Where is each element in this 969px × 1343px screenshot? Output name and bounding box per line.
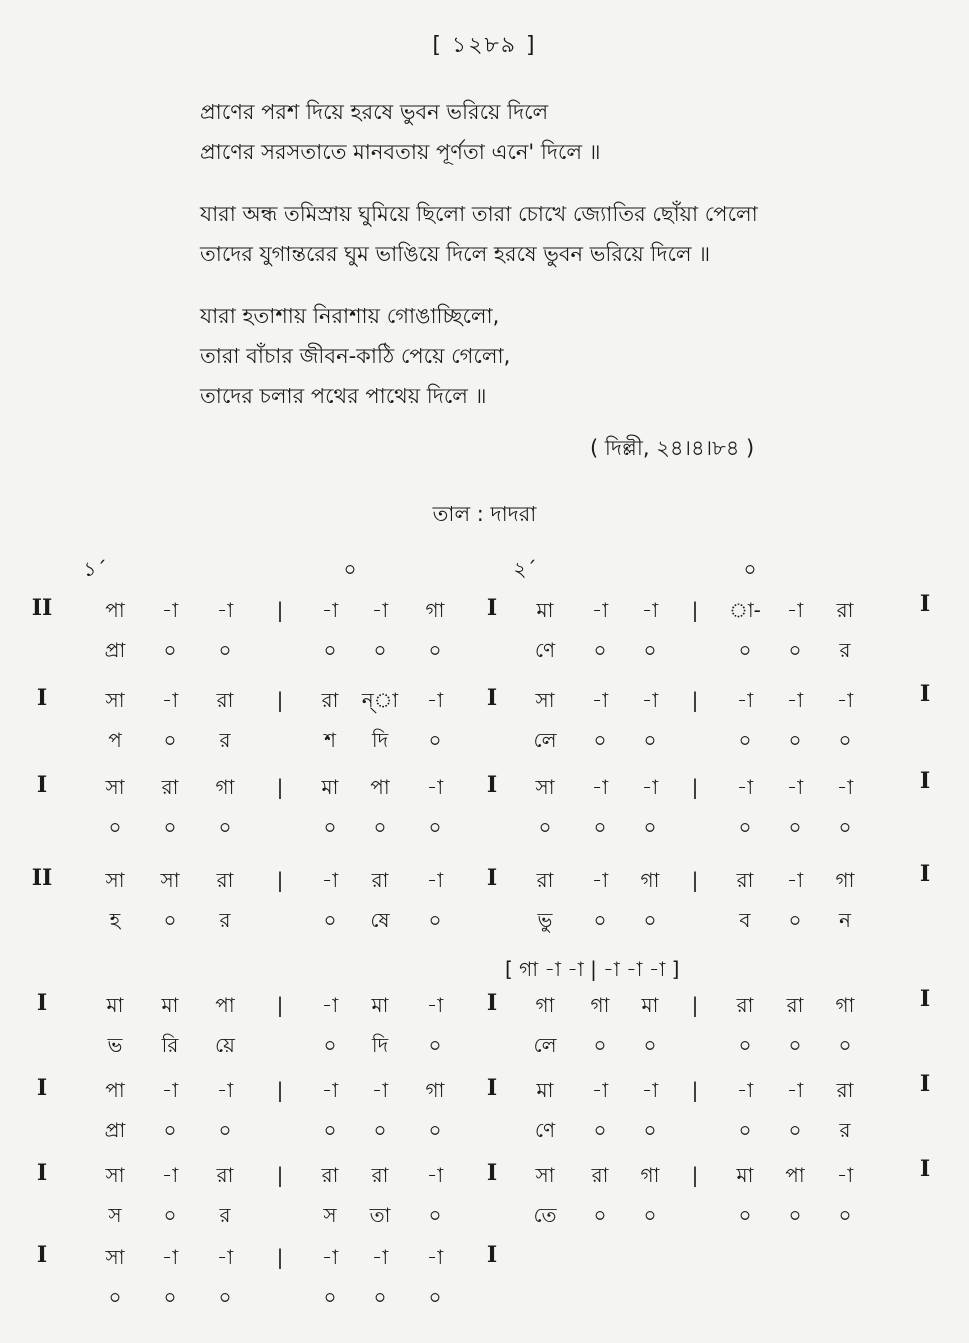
swara-note: সা — [535, 775, 555, 799]
lyric-syllable: শ — [324, 728, 336, 752]
swara-note: -া — [321, 993, 339, 1017]
lyric-syllable: ০ — [323, 1033, 337, 1057]
swara-note: -া — [426, 1245, 444, 1269]
swara-note: -া — [216, 1078, 234, 1102]
swara-note: -া — [786, 868, 804, 892]
lyric-syllable: প্রা — [104, 1118, 126, 1142]
bar-line-start: II — [31, 595, 53, 621]
lyric-syllable: র — [219, 1203, 231, 1227]
beat-mark: ০ — [743, 557, 757, 581]
lyric-syllable: ০ — [323, 638, 337, 662]
swara-note: -া — [786, 598, 804, 622]
lyric-syllable: ০ — [108, 1285, 122, 1309]
swara-note: -া — [591, 688, 609, 712]
lyric-syllable: ০ — [788, 908, 802, 932]
lyric-syllable: তে — [533, 1203, 557, 1227]
swara-note: মা — [161, 993, 179, 1017]
beat-divider: | — [276, 688, 284, 712]
lyric-syllable: ০ — [163, 815, 177, 839]
lyric-syllable: ০ — [643, 1033, 657, 1057]
lyric-syllable: ০ — [428, 815, 442, 839]
swara-note: রা — [321, 688, 339, 712]
beat-divider: | — [691, 598, 699, 622]
bar-line-end: I — [919, 986, 931, 1012]
swara-note: রা — [216, 688, 234, 712]
lyric-line: প্রাণের সরসতাতে মানবতায় পূর্ণতা এনে' দিলে ॥ — [200, 140, 601, 164]
lyric-syllable: ০ — [643, 1118, 657, 1142]
swara-note: পা — [370, 775, 390, 799]
lyric-syllable: ০ — [838, 1203, 852, 1227]
beat-divider: | — [691, 993, 699, 1017]
lyric-line: তাদের চলার পথের পাথেয় দিলে ॥ — [200, 384, 487, 408]
lyric-syllable: র — [219, 728, 231, 752]
lyric-syllable: র — [839, 638, 851, 662]
lyric-syllable: ০ — [838, 815, 852, 839]
lyric-syllable: ষে — [370, 908, 390, 932]
bar-line-start: I — [36, 772, 48, 798]
swara-note: গা — [640, 868, 660, 892]
lyric-syllable: লে — [533, 728, 557, 752]
swara-note: -া — [836, 775, 854, 799]
lyric-syllable: ০ — [643, 1203, 657, 1227]
swara-note: মা — [371, 993, 389, 1017]
lyric-syllable: ব — [739, 908, 751, 932]
swara-note: সা — [105, 688, 125, 712]
lyric-syllable: দি — [371, 728, 389, 752]
lyric-syllable: ০ — [323, 908, 337, 932]
swara-note: -া — [216, 1245, 234, 1269]
lyric-syllable: ০ — [788, 1203, 802, 1227]
swara-note: -া — [591, 1078, 609, 1102]
lyric-syllable: ০ — [738, 1118, 752, 1142]
beat-divider: | — [691, 688, 699, 712]
swara-note: রা — [736, 993, 754, 1017]
lyric-syllable: ০ — [428, 638, 442, 662]
swara-note: -া — [591, 775, 609, 799]
lyric-syllable: ০ — [788, 1033, 802, 1057]
swara-note: -া — [161, 1163, 179, 1187]
lyric-syllable: র — [219, 908, 231, 932]
swara-note: গা — [640, 1163, 660, 1187]
lyric-syllable: ০ — [593, 1118, 607, 1142]
swara-note: রা — [736, 868, 754, 892]
swara-note: -া — [426, 688, 444, 712]
lyric-syllable: ০ — [323, 815, 337, 839]
swara-note: সা — [160, 868, 180, 892]
swara-note: সা — [105, 1163, 125, 1187]
swara-note: -া — [736, 1078, 754, 1102]
swara-note: রা — [836, 598, 854, 622]
lyric-syllable: ০ — [373, 1118, 387, 1142]
swara-note: সা — [105, 1245, 125, 1269]
swara-note: -া — [426, 1163, 444, 1187]
lyric-syllable: ভু — [537, 908, 553, 932]
swara-note: রা — [321, 1163, 339, 1187]
swara-note: -া — [641, 688, 659, 712]
swara-note: সা — [105, 775, 125, 799]
beat-divider: | — [276, 1245, 284, 1269]
swara-note: -া — [591, 868, 609, 892]
lyric-syllable: ণে — [534, 1118, 556, 1142]
lyric-line: যারা অন্ধ তমিস্রায় ঘুমিয়ে ছিলো তারা চোখে জ্যোতির ছোঁয়া পেলো — [200, 202, 758, 226]
lyric-syllable: রি — [161, 1033, 179, 1057]
lyric-syllable: ০ — [538, 815, 552, 839]
bar-line-start: I — [36, 1242, 48, 1268]
lyric-syllable: স — [108, 1203, 122, 1227]
lyric-syllable: ০ — [738, 1203, 752, 1227]
bar-line-mid: I — [486, 772, 498, 798]
lyric-syllable: ০ — [428, 908, 442, 932]
bar-line-mid: I — [486, 1160, 498, 1186]
lyric-syllable: হ — [109, 908, 121, 932]
lyric-syllable: ভ — [107, 1033, 123, 1057]
lyric-syllable: ০ — [738, 1033, 752, 1057]
lyric-syllable: লে — [533, 1033, 557, 1057]
swara-note: রা — [161, 775, 179, 799]
swara-note: পা — [105, 1078, 125, 1102]
lyric-syllable: ০ — [428, 1285, 442, 1309]
lyric-syllable: ০ — [373, 638, 387, 662]
lyric-syllable: ০ — [163, 1285, 177, 1309]
lyric-syllable: ০ — [163, 728, 177, 752]
lyric-syllable: ণে — [534, 638, 556, 662]
swara-note: -া — [736, 775, 754, 799]
bar-line-start: I — [36, 1160, 48, 1186]
bar-line-mid: I — [486, 865, 498, 891]
swara-note: রা — [371, 868, 389, 892]
lyric-syllable: তা — [369, 1203, 391, 1227]
swara-note: -া — [591, 598, 609, 622]
swara-note: -া — [736, 688, 754, 712]
bar-line-start: I — [36, 1075, 48, 1101]
swara-note: সা — [535, 1163, 555, 1187]
swara-note: পা — [105, 598, 125, 622]
lyric-line: তাদের যুগান্তরের ঘুম ভাঙিয়ে দিলে হরষে ভুবন ভরিয়ে দিলে ॥ — [200, 242, 711, 266]
lyric-syllable: ০ — [643, 908, 657, 932]
bar-line-end: I — [919, 591, 931, 617]
bar-line-end: I — [919, 681, 931, 707]
swara-note: রা — [371, 1163, 389, 1187]
swara-note: -া — [161, 1078, 179, 1102]
lyric-syllable: স — [323, 1203, 337, 1227]
bar-line-mid: I — [486, 595, 498, 621]
swara-note: মা — [536, 598, 554, 622]
swara-note: গা — [215, 775, 235, 799]
lyric-syllable: ০ — [373, 815, 387, 839]
lyric-syllable: ০ — [218, 815, 232, 839]
swara-note: -া — [371, 1245, 389, 1269]
swara-note: মা — [321, 775, 339, 799]
swara-note: -া — [216, 598, 234, 622]
swara-note: রা — [216, 868, 234, 892]
bar-line-end: I — [919, 768, 931, 794]
swara-note: পা — [215, 993, 235, 1017]
bar-line-mid: I — [486, 1242, 498, 1268]
lyric-syllable: ০ — [738, 638, 752, 662]
lyric-syllable: ০ — [838, 728, 852, 752]
swara-note: া- — [729, 598, 761, 622]
lyric-syllable: ০ — [428, 728, 442, 752]
lyric-syllable: ০ — [643, 728, 657, 752]
swara-note: -া — [161, 598, 179, 622]
lyric-syllable: ০ — [788, 1118, 802, 1142]
beat-divider: | — [691, 868, 699, 892]
beat-mark: ০ — [343, 557, 357, 581]
swara-note: রা — [536, 868, 554, 892]
bar-line-end: I — [919, 1071, 931, 1097]
lyric-syllable: ০ — [593, 1203, 607, 1227]
swara-note: -া — [371, 1078, 389, 1102]
beat-divider: | — [276, 598, 284, 622]
lyric-syllable: য়ে — [215, 1033, 235, 1057]
lyric-syllable: ০ — [593, 728, 607, 752]
swara-note: -া — [161, 1245, 179, 1269]
swara-note: গা — [835, 868, 855, 892]
swara-note: -া — [426, 993, 444, 1017]
page-number: [ ১২৮৯ ] — [432, 33, 537, 58]
swara-note: রা — [836, 1078, 854, 1102]
beat-divider: | — [276, 775, 284, 799]
lyric-syllable: ০ — [643, 638, 657, 662]
lyric-syllable: দি — [371, 1033, 389, 1057]
lyric-syllable: ০ — [428, 1033, 442, 1057]
lyric-syllable: ০ — [428, 1203, 442, 1227]
bar-line-end: I — [919, 861, 931, 887]
swara-note: -া — [641, 1078, 659, 1102]
lyric-syllable: প্রা — [104, 638, 126, 662]
swara-note: গা — [590, 993, 610, 1017]
swara-note: -া — [321, 1078, 339, 1102]
lyric-syllable: ০ — [163, 1203, 177, 1227]
bar-line-mid: I — [486, 1075, 498, 1101]
bar-line-mid: I — [486, 685, 498, 711]
lyric-syllable: ০ — [738, 815, 752, 839]
bar-line-end: I — [919, 1156, 931, 1182]
swara-note: গা — [535, 993, 555, 1017]
lyric-syllable: ০ — [643, 815, 657, 839]
swara-note: রা — [591, 1163, 609, 1187]
lyric-syllable: ০ — [218, 1285, 232, 1309]
swara-note: সা — [105, 868, 125, 892]
lyric-syllable: ০ — [788, 815, 802, 839]
swara-note: মা — [106, 993, 124, 1017]
bar-line-mid: I — [486, 990, 498, 1016]
beat-divider: | — [276, 868, 284, 892]
lyric-line: তারা বাঁচার জীবন-কাঠি পেয়ে গেলো, — [200, 344, 511, 368]
lyric-line: প্রাণের পরশ দিয়ে হরষে ভুবন ভরিয়ে দিলে — [200, 100, 549, 124]
lyric-syllable: ০ — [593, 638, 607, 662]
lyric-syllable: ০ — [373, 1285, 387, 1309]
beat-divider: | — [691, 1078, 699, 1102]
swara-note: রা — [786, 993, 804, 1017]
bar-line-start: I — [36, 990, 48, 1016]
swara-note: ন্া — [361, 688, 399, 712]
swara-note: -া — [786, 688, 804, 712]
beat-divider: | — [276, 993, 284, 1017]
bar-line-start: I — [36, 685, 48, 711]
lyric-syllable: ০ — [838, 1033, 852, 1057]
swara-note: -া — [426, 868, 444, 892]
swara-note: সা — [535, 688, 555, 712]
lyric-syllable: ০ — [788, 638, 802, 662]
swara-note: -া — [786, 775, 804, 799]
beat-divider: | — [276, 1163, 284, 1187]
beat-mark: ২´ — [513, 557, 537, 581]
swara-note: -া — [836, 688, 854, 712]
swara-note: -া — [641, 775, 659, 799]
lyric-syllable: ০ — [163, 638, 177, 662]
beat-mark: ১´ — [83, 557, 107, 581]
swara-note: মা — [736, 1163, 754, 1187]
swara-note: -া — [786, 1078, 804, 1102]
lyric-syllable: ০ — [163, 1118, 177, 1142]
beat-divider: | — [691, 1163, 699, 1187]
swara-note: মা — [536, 1078, 554, 1102]
swara-note: -া — [321, 1245, 339, 1269]
beat-divider: | — [691, 775, 699, 799]
swara-note: -া — [371, 598, 389, 622]
tala-heading: তাল : দাদরা — [432, 502, 537, 526]
lyric-syllable: র — [839, 1118, 851, 1142]
lyric-syllable: ০ — [323, 1285, 337, 1309]
lyric-syllable: ০ — [108, 815, 122, 839]
lyric-syllable: প — [108, 728, 122, 752]
lyric-syllable: ০ — [593, 815, 607, 839]
lyric-syllable: ০ — [163, 908, 177, 932]
lyric-syllable: ০ — [593, 1033, 607, 1057]
lyric-syllable: ০ — [788, 728, 802, 752]
swara-note: গা — [425, 1078, 445, 1102]
swara-note: গা — [425, 598, 445, 622]
swara-note: -া — [321, 868, 339, 892]
lyric-syllable: ০ — [428, 1118, 442, 1142]
place-date: ( দিল্লী, ২৪।৪।৮৪ ) — [590, 436, 755, 460]
lyric-syllable: ০ — [738, 728, 752, 752]
swara-note: গা — [835, 993, 855, 1017]
swara-note: -া — [641, 598, 659, 622]
swara-note: রা — [216, 1163, 234, 1187]
lyric-syllable: ০ — [218, 638, 232, 662]
lyric-syllable: ন — [839, 908, 851, 932]
beat-divider: | — [276, 1078, 284, 1102]
lyric-line: যারা হতাশায় নিরাশায় গোঙাচ্ছিলো, — [200, 304, 500, 328]
swara-note: -া — [161, 688, 179, 712]
swara-note: -া — [321, 598, 339, 622]
swara-note: -া — [836, 1163, 854, 1187]
bar-line-start: II — [31, 865, 53, 891]
lyric-syllable: ০ — [218, 1118, 232, 1142]
swara-note: -া — [426, 775, 444, 799]
swara-note: মা — [641, 993, 659, 1017]
lyric-syllable: ০ — [593, 908, 607, 932]
swara-note: পা — [785, 1163, 805, 1187]
lyric-syllable: ০ — [323, 1118, 337, 1142]
alternate-notation: [ গা -া -া | -া -া -া ] — [505, 957, 680, 981]
